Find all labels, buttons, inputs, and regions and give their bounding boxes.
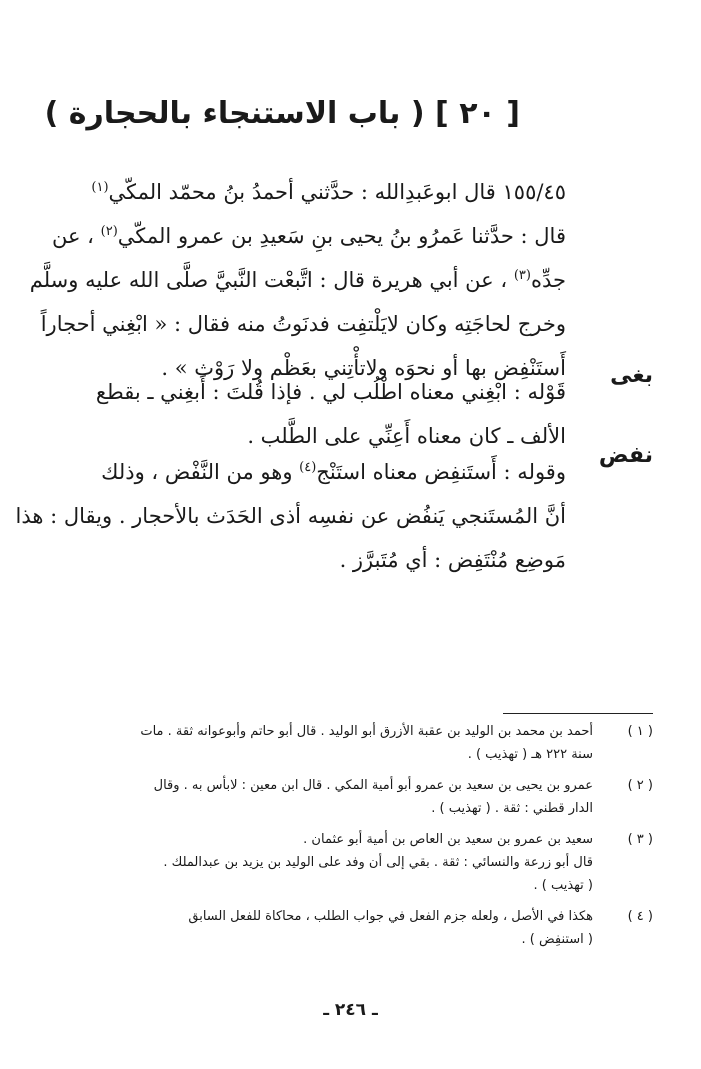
footnote [48,905,653,951]
footnote-ref: (١) [91,180,109,195]
footnote-number: ( ٢ ) [627,778,653,793]
footnote-body [48,828,593,897]
hadith-line: ١٥٥/٤٥ قال ابوعَبدِالله : حدَّثني أحمدُ بنُ محمّد المكّي$^{(١)}$ [91,180,566,204]
footnote-line: هكذا في الأصل ، ولعله جزم الفعل في جواب الطلب ، محاكاة للفعل السابق [188,909,593,924]
margin-root-keyword: بغى [610,363,653,388]
footnote-number: ( ٣ ) [627,832,653,847]
gloss-paragraph [41,370,566,458]
footnote-body [48,774,593,820]
footnote [48,828,653,897]
footnote-body [48,905,593,951]
footnote-line: سعيد بن عمرو بن سعيد بن العاص بن أمية أبو عثمان . [303,832,593,847]
gloss-line: وقوله : أَستَنفِض معناه استَنْج$^{(٤)}$ وهو من النَّفْض ، وذلك [101,460,566,484]
footnote-body [48,720,593,766]
chapter-title: [ ٢٠ ] ( باب الاستنجاء بالحجارة ) [44,96,520,131]
footnote-line: ( استنفِض ) . [521,932,593,947]
margin-root-keyword: نفض [598,443,653,468]
footnote [48,720,653,766]
footnote-line: أحمد بن محمد بن الوليد بن عقبة الأزرق أبو الوليد . قال أبو حاتم وأبوعوانه ثقة . مات [140,724,593,739]
hadith-line: أَستَنْفِض بها أو نحوَه ولاتأْتِني بعَظْم ولا رَوْث » . [161,356,566,380]
footnote-ref: (٤) [299,460,317,475]
footnote-number: ( ٤ ) [627,909,653,924]
hadith-line: جدِّه$^{(٣)}$ ، عن أبي هريرة قال : اتَّبعْت النَّبيَّ صلَّى الله عليه وسلَّم [29,268,566,292]
footnote-number: ( ١ ) [627,724,653,739]
page-number: ـ ٢٤٦ ـ [323,1000,378,1020]
footnote-ref: (٣) [513,268,531,283]
hadith-text [29,170,566,390]
hadith-line: وخرج لحاجَتِه وكان لايَلْتفِت فدنَوتُ منه فقال : « ابْغِني أحجاراً [40,312,566,336]
gloss-paragraph [15,450,566,582]
gloss-line: الألف ـ كان معناه أَعِنِّي على الطَّلب . [247,424,566,448]
footnote-ref: (٢) [100,224,118,239]
footnote-line: ( تهذيب ) . [533,878,593,893]
footnote-line: قال أبو زرعة والنسائي : ثقة . بقي إلى أن وفد على الوليد بن يزيد بن عبدالملك . [163,855,593,870]
footnote-line: الدار قطني : ثقة . ( تهذيب ) . [431,801,593,816]
footnote-line: عمرو بن يحيى بن سعيد بن عمرو أبو أمية المكي . قال ابن معين : لابأس به . وقال [153,778,593,793]
hadith-line: قال : حدَّثنا عَمرُو بنُ يحيى بنِ سَعيدِ بن عمرو المكّي$^{(٢)}$ ، عن [51,224,566,248]
footnote-divider [503,713,653,714]
gloss-line: قَوْله : ابْغِني معناه اطْلُب لي . فإذا قُلتَ : أَبغِني ـ بقطع [95,380,566,404]
gloss-line: مَوضِع مُنْتَفِض : أي مُتَبرَّز . [339,548,566,572]
footnotes [48,720,653,959]
footnote-line: سنة ٢٢٢ هـ ( تهذيب ) . [467,747,593,762]
gloss-line: أنَّ المُستَنجي يَنفُض عن نفسِه أذى الحَدَث بالأحجار . ويقال : هذا [15,504,566,528]
footnote [48,774,653,820]
